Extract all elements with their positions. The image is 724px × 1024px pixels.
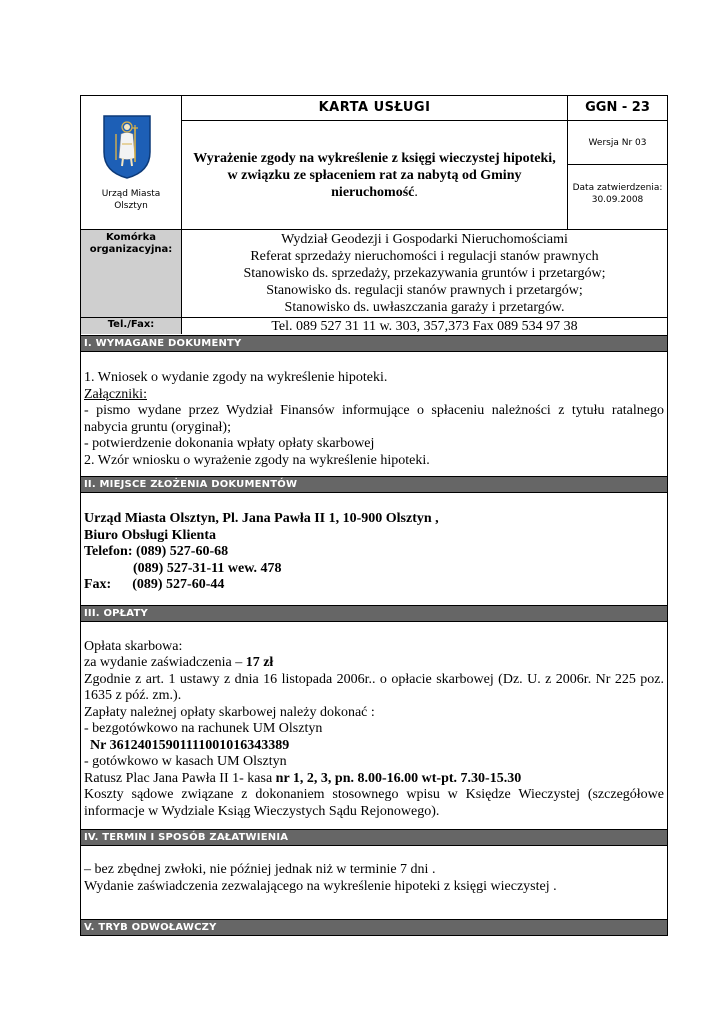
tel-fax-value: Tel. 089 527 31 11 w. 303, 357,373 Fax 089 534 97 38 [271,319,578,334]
card-title: KARTA USŁUGI [182,96,568,121]
section-body-place: Urząd Miasta Olsztyn, Pl. Jana Pawła II 1, 10-900 Olsztyn , Biuro Obsługi Klienta Telefon: (089) 527-60-68 (089) 527-31-11 wew. 478 Fax: (089) 527-60-44 [81,493,667,606]
tel-fax-row [81,318,667,336]
bank-account-number: Nr 36124015901111001016343389 [90,737,290,753]
section-body-fees: Opłata skarbowa: za wydanie zaświadczenia – 17 zł Zgodnie z art. 1 ustawy z dnia 16 listopada 2006r.. o opłacie skarbowej (Dz. U. z 2006r. Nr 225 poz. 1635 z póź. zm.). Zapłaty należnej opłaty skarbowej należy dokonać : - bezgotówkowo na rachunek UM Olsztyn Nr 36124015901111001016343389 - gotówkowo w kasach UM Olsztyn Ratusz Plac Jana Pawła II 1- kasa nr 1, 2, 3, pn. 8.00-16.00 wt-pt. 7.30-15.30 Koszty sądowe związane z dokonaniem stosownego wpisu w Księdze Wieczystej (szczegółowe informacje w Wydziale Ksiąg Wieczystych Sądu Rejonowego). [81,622,667,831]
section-body-deadline: – bez zbędnej zwłoki, nie później jednak niż w terminie 7 dni . Wydanie zaświadczenia zezwalającego na wykreślenie hipoteki z księgi wieczystej . [81,846,667,920]
logo-label: Urząd Miasta Olsztyn [101,189,161,211]
logo-cell [81,96,182,229]
section-header-fees: III. OPŁATY [81,606,667,622]
version-number: Wersja Nr 03 [568,121,667,165]
section-header-appeal: V. TRYB ODWOŁAWCZY [81,920,667,935]
city-crest-icon [102,114,152,180]
card-header [81,96,667,230]
org-unit-label: Komórka organizacyjna: [81,230,182,317]
service-card [80,95,668,936]
org-unit-row [81,230,667,318]
card-subject: Wyrażenie zgody na wykreślenie z księgi wieczystej hipoteki, w związku ze spłaceniem rat za nabytą od Gminy nieruchomość. [182,121,568,229]
approval-date: Data zatwierdzenia: 30.09.2008 [572,183,663,205]
org-unit-value: Wydział Geodezji i Gospodarki Nieruchomościami Referat sprzedaży nieruchomości i regulacji stanów prawnych Stanowisko ds. sprzedaży, przekazywania gruntów i przetargów; Stanowisko ds. regulacji stanów prawnych i przetargów; Stanowisko ds. uwłaszczania garaży i przetargów. [243,232,606,315]
section-header-place: II. MIEJSCE ZŁOŻENIA DOKUMENTÓW [81,477,667,493]
tel-fax-label: Tel./Fax: [81,318,182,334]
card-code: GGN - 23 [568,96,667,121]
section-body-documents: 1. Wniosek o wydanie zgody na wykreślenie hipoteki. Załączniki: - pismo wydane przez Wydział Finansów informujące o spłaceniu należności z tytułu ratalnego nabycia gruntu (oryginał); - potwierdzenie dokonania wpłaty opłaty skarbowej 2. Wzór wniosku o wyrażenie zgody na wykreślenie hipoteki. [81,352,667,477]
section-header-deadline: IV. TERMIN I SPOSÓB ZAŁATWIENIA [81,830,667,846]
section-header-documents: I. WYMAGANE DOKUMENTY [81,336,667,352]
